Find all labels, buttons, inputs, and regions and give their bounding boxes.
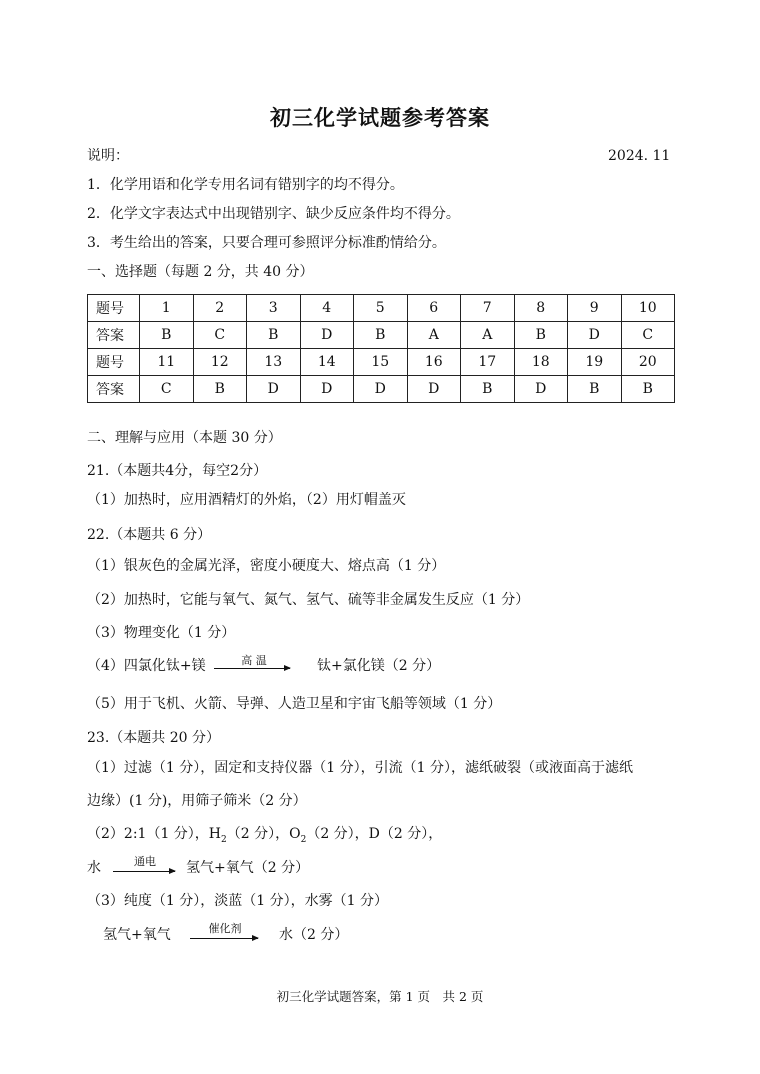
- q23-line-6-reactants: 氢气+氧气: [103, 927, 171, 943]
- table-cell: C: [621, 322, 675, 349]
- q22-line-2: （2）加热时，它能与氧气、氮气、氢气、硫等非金属发生反应（1 分）: [87, 592, 530, 608]
- table-cell: 8: [514, 295, 568, 322]
- table-cell: D: [300, 322, 354, 349]
- q22-line-4-products: 钛+氯化镁（2 分）: [317, 658, 441, 674]
- table-cell: D: [514, 376, 568, 403]
- section-2-title: 二、理解与应用（本题 30 分）: [87, 430, 282, 446]
- table-row-label: 题号: [88, 349, 140, 376]
- table-cell: A: [407, 322, 461, 349]
- q22-heading: 22.（本题共 6 分）: [87, 527, 212, 543]
- table-row-label: 答案: [88, 322, 140, 349]
- table-cell: 2: [193, 295, 247, 322]
- table-cell: 9: [568, 295, 622, 322]
- q23-catalyst-arrow-icon: [190, 938, 258, 939]
- table-cell: B: [514, 322, 568, 349]
- table-cell: 5: [354, 295, 408, 322]
- q23-reaction-arrow-icon: [113, 871, 175, 872]
- table-cell: B: [354, 322, 408, 349]
- q21-line-1: （1）加热时，应用酒精灯的外焰，（2）用灯帽盖灭: [87, 492, 406, 508]
- table-cell: 6: [407, 295, 461, 322]
- note-1: 1．化学用语和化学专用名词有错别字的均不得分。: [87, 177, 404, 193]
- table-cell: 10: [621, 295, 675, 322]
- table-cell: D: [407, 376, 461, 403]
- q23-line-4-products: 氢气+氧气（2 分）: [186, 860, 310, 876]
- answer-table: [87, 294, 675, 403]
- q23-line-1: （1）过滤（1 分），固定和支持仪器（1 分），引流（1 分），滤纸破裂（或液面高于滤纸: [87, 760, 633, 776]
- page-footer: 初三化学试题答案，第 1 页 共 2 页: [276, 989, 484, 1004]
- table-cell: 12: [193, 349, 247, 376]
- table-row: [88, 322, 675, 349]
- q23-condition-catalyst: 催化剂: [208, 922, 242, 935]
- page-title: 初三化学试题参考答案: [270, 105, 490, 130]
- table-cell: A: [461, 322, 515, 349]
- q22-line-1: （1）银灰色的金属光泽，密度小硬度大、熔点高（1 分）: [87, 558, 446, 574]
- q22-line-4-reactants: （4）四氯化钛+镁: [87, 658, 206, 674]
- table-cell: D: [354, 376, 408, 403]
- q21-heading: 21.（本题共4分，每空2分）: [87, 463, 268, 479]
- table-cell: 7: [461, 295, 515, 322]
- table-row-label: 答案: [88, 376, 140, 403]
- q22-condition: 高 温: [241, 654, 267, 667]
- q22-line-5: （5）用于飞机、火箭、导弹、人造卫星和宇宙飞船等领域（1 分）: [87, 696, 502, 712]
- table-cell: 1: [140, 295, 194, 322]
- table-cell: 16: [407, 349, 461, 376]
- q23-heading: 23.（本题共 20 分）: [87, 730, 220, 746]
- section-1-title: 一、选择题（每题 2 分，共 40 分）: [87, 264, 314, 280]
- table-row-label: 题号: [88, 295, 140, 322]
- note-2: 2．化学文字表达式中出现错别字、缺少反应条件均不得分。: [87, 206, 460, 222]
- q23-condition-electrolysis: 通电: [134, 855, 156, 868]
- table-cell: B: [247, 322, 301, 349]
- table-cell: C: [140, 376, 194, 403]
- table-cell: 11: [140, 349, 194, 376]
- table-cell: C: [193, 322, 247, 349]
- q23-line-3: （2）2:1（1 分），$H_2(2$ 分），$O_2(2$ 分），D（2 分），: [87, 826, 443, 845]
- date: 2024. 11: [608, 148, 671, 164]
- table-cell: 15: [354, 349, 408, 376]
- table-cell: B: [621, 376, 675, 403]
- table-cell: 14: [300, 349, 354, 376]
- table-cell: 17: [461, 349, 515, 376]
- table-cell: B: [568, 376, 622, 403]
- table-cell: 20: [621, 349, 675, 376]
- table-cell: 19: [568, 349, 622, 376]
- q23-line-2: 边缘）(1 分)，用筛子筛米（2 分）: [87, 793, 307, 809]
- q22-reaction-arrow-icon: [214, 668, 290, 669]
- q23-line-4-reactant: 水: [87, 860, 101, 876]
- table-row: [88, 349, 675, 376]
- table-cell: D: [300, 376, 354, 403]
- table-cell: B: [461, 376, 515, 403]
- table-cell: 4: [300, 295, 354, 322]
- q23-line-5: （3）纯度（1 分），淡蓝（1 分），水雾（1 分）: [87, 893, 388, 909]
- table-cell: D: [568, 322, 622, 349]
- note-3: 3．考生给出的答案，只要合理可参照评分标准酌情给分。: [87, 235, 446, 251]
- q22-line-3: （3）物理变化（1 分）: [87, 625, 236, 641]
- table-row: [88, 295, 675, 322]
- table-cell: 3: [247, 295, 301, 322]
- table-cell: B: [193, 376, 247, 403]
- table-row: [88, 376, 675, 403]
- notes-label: 说明：: [87, 148, 129, 164]
- table-cell: 18: [514, 349, 568, 376]
- table-cell: D: [247, 376, 301, 403]
- table-cell: B: [140, 322, 194, 349]
- table-cell: 13: [247, 349, 301, 376]
- q23-line-6-product: 水（2 分）: [279, 927, 349, 943]
